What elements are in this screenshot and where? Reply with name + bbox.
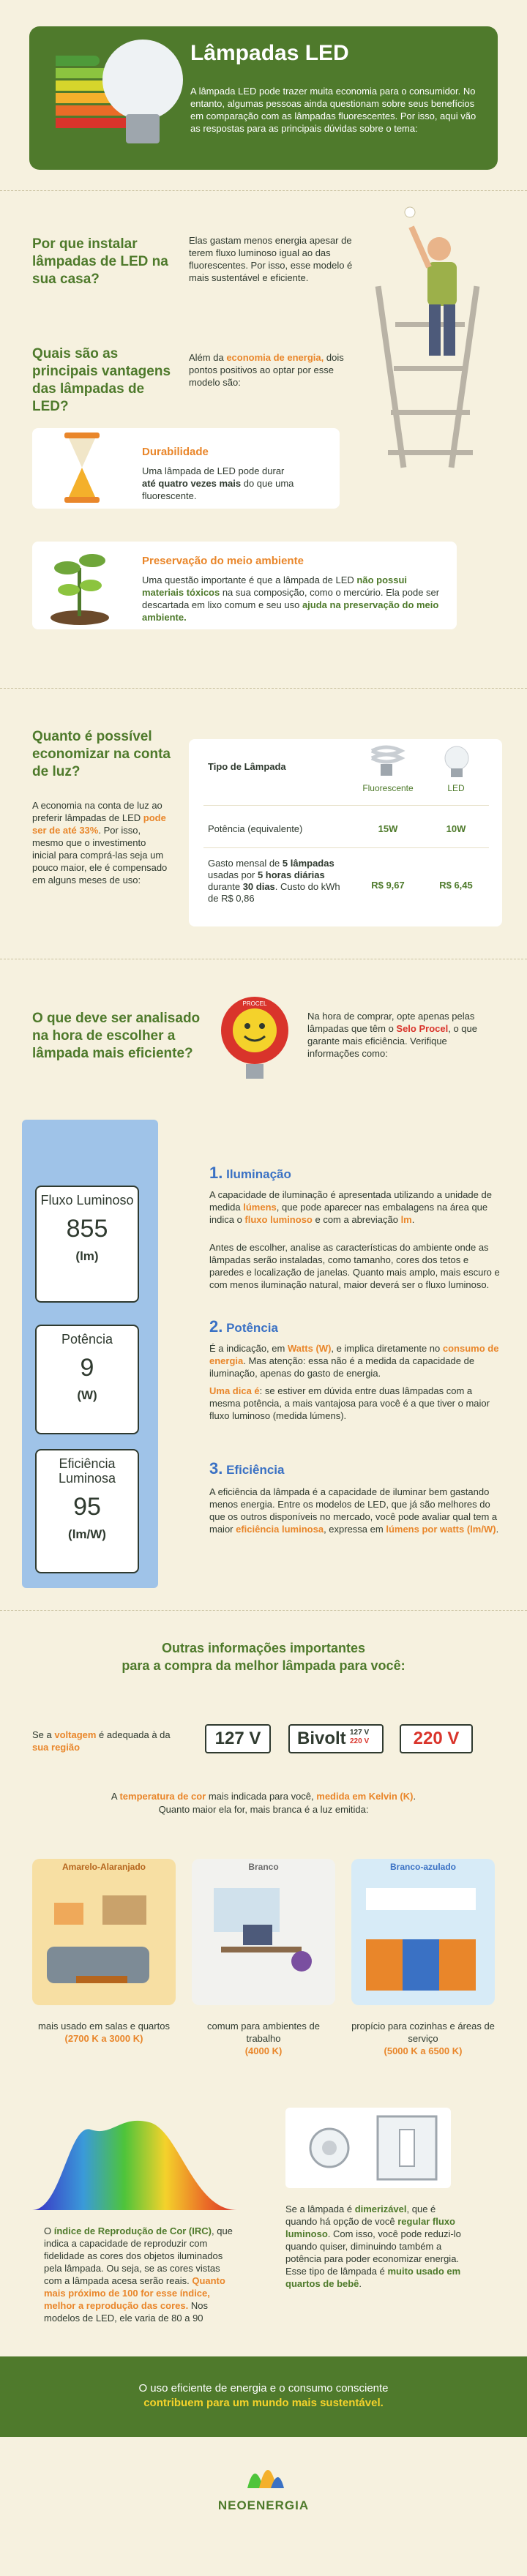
item-heading-illumination — [209, 1164, 291, 1183]
room-tag-white: Branco — [248, 1862, 279, 1872]
energy-bar-a — [56, 56, 100, 66]
voltage-127: 127 V — [205, 1724, 271, 1753]
h: lúmens — [243, 1202, 277, 1213]
analysis-title: O que deve ser analisado na hora de escolher a lâmpada mais eficiente? — [32, 1011, 201, 1061]
item-illumination-p2: Antes de escolher, analise as características do ambiente onde as lâmpadas serão instaladas, como tamanho, cores dos tetos e paredes e localização de janelas. Quanto mais amplo, mais escuro e com menos iluminação natural, maior deverá ser o fluxo luminoso. — [209, 1242, 500, 1290]
durability-title: Durabilidade — [142, 446, 209, 458]
why-text: Elas gastam menos energia apesar de terem fluxo luminoso igual ao das fluorescentes. Por isso, esse modelo é mais sustentável e eficiente. — [189, 235, 353, 283]
led-bulb-icon — [435, 744, 479, 780]
analysis-text-b: , o que garante mais eficiência. Verifique informações como: — [307, 1023, 477, 1059]
brand-name: NEOENERGIA — [217, 2498, 310, 2512]
table-rule — [203, 805, 489, 806]
t: , expressa em — [324, 1524, 386, 1535]
voltage-bivolt — [288, 1724, 384, 1753]
other-title-line1: Outras informações importantes — [161, 1641, 366, 1655]
durability-card — [32, 428, 340, 509]
item-power-p2 — [209, 1385, 502, 1422]
item-number: 2. — [209, 1317, 223, 1336]
h: dimerizável — [354, 2204, 407, 2214]
cap: propício para cozinhas e áreas de serviço — [351, 2021, 495, 2044]
environment-text — [142, 574, 449, 624]
savings-highlight: pode ser de até 33% — [32, 812, 166, 836]
fluorescent-bulb-icon — [365, 744, 408, 780]
lightbulb-icon — [102, 40, 183, 120]
t: . Mas atenção: essa não é a medida da capacidade de iluminação, apenas do gasto de energia. — [209, 1355, 475, 1379]
savings-title: Quanto é possível economizar na conta de luz? — [32, 729, 171, 779]
t: , e implica diretamente no — [331, 1343, 443, 1354]
h: regular fluxo luminoso — [285, 2216, 455, 2239]
col-fluorescent: Fluorescente — [362, 783, 414, 793]
row2-e: durante — [208, 881, 243, 892]
item-title: Iluminação — [226, 1167, 291, 1181]
analysis-text-a: Na hora de comprar, opte apenas pelas lâmpadas que têm o — [307, 1011, 475, 1034]
room-caption-warm — [32, 2020, 176, 2045]
footer-line1: O uso eficiente de energia e o consumo consciente — [138, 2382, 389, 2395]
durability-text-b: do que uma fluorescente. — [142, 478, 294, 501]
t: mais indicada para você, — [206, 1791, 317, 1802]
temperature-line2: Quanto maior ela for, mais branca é a luz emitida: — [158, 1804, 369, 1815]
row1-fluorescent: 15W — [378, 823, 398, 834]
intro-highlight: economia de energia, — [226, 352, 324, 363]
why-title: Por que instalar lâmpadas de LED na sua casa? — [32, 236, 168, 287]
footer-line2: contribuem para um mundo mais sustentável. — [143, 2397, 384, 2409]
label-value: 9 — [80, 1354, 94, 1382]
room-caption-white — [192, 2020, 335, 2057]
env-text-bold2: ajuda na preservação do meio ambiente. — [142, 599, 439, 623]
t: A capacidade de iluminação é apresentada utilizando a unidade de medida — [209, 1189, 492, 1213]
office-illustration — [192, 1859, 335, 2005]
item-heading-efficiency — [209, 1459, 284, 1478]
t: e com a abreviação — [312, 1214, 401, 1225]
row2-a: Gasto mensal de — [208, 858, 283, 869]
label-unit: (lm) — [75, 1249, 99, 1263]
dimmer-illustration — [285, 2108, 451, 2188]
environment-card — [32, 542, 457, 629]
t: . Com isso, você pode reduzi-lo quando quiser, diminuindo também a potência para poder economizar energia. Esse tipo de lâmpada é — [285, 2228, 461, 2277]
footer-banner — [0, 2356, 527, 2437]
analysis-highlight: Selo Procel — [396, 1023, 449, 1034]
h: índice de Reprodução de Cor (IRC) — [53, 2225, 212, 2236]
durability-text-a: Uma lâmpada de LED pode durar — [142, 465, 285, 476]
bivolt-values — [350, 1729, 369, 1746]
row2-c: usadas por — [208, 869, 258, 880]
row2-label — [208, 858, 347, 905]
environment-title: Preservação do meio ambiente — [142, 555, 304, 567]
intro-text-end: dois pontos positivos ao optar por esse modelo são: — [189, 352, 344, 388]
t: . — [411, 1214, 415, 1225]
range: (4000 K) — [244, 2045, 283, 2056]
other-title — [0, 1639, 527, 1674]
kitchen-illustration — [351, 1859, 495, 2005]
row1-label: Potência (equivalente) — [208, 823, 303, 834]
label-unit: (lm/W) — [68, 1527, 106, 1541]
row2-b: 5 lâmpadas — [282, 858, 334, 869]
h: medida em Kelvin (K) — [316, 1791, 414, 1802]
t: Se a lâmpada é — [285, 2204, 355, 2214]
h: fluxo luminoso — [244, 1214, 313, 1225]
intro-text: Além da — [189, 352, 227, 363]
comparison-table — [189, 739, 502, 926]
h: voltagem — [54, 1729, 97, 1740]
item-illumination-p1 — [209, 1188, 502, 1226]
label-title: Fluxo Luminoso — [40, 1193, 134, 1208]
h: muito usado em quartos de bebê — [285, 2266, 461, 2289]
plant-icon — [47, 539, 113, 626]
durability-text-bold: até quatro vezes mais — [142, 478, 242, 489]
row2-g: . Custo do kWh de R$ 0,86 — [208, 881, 340, 904]
footer-message — [81, 2381, 446, 2411]
h: Quanto mais próximo de 100 for esse índice, melhor a reprodução das cores. — [44, 2275, 225, 2311]
label-power — [35, 1325, 139, 1434]
env-text-bold1: não possui materiais tóxicos — [142, 574, 408, 598]
label-value: 95 — [73, 1493, 101, 1521]
table-rule — [203, 847, 489, 848]
range: (5000 K a 6500 K) — [384, 2045, 463, 2056]
row2-d: 5 horas diárias — [257, 869, 325, 880]
row1-led: 10W — [446, 823, 466, 834]
voltage-text — [32, 1729, 186, 1753]
analysis-intro — [307, 1010, 498, 1060]
h: Uma dica é — [209, 1385, 260, 1396]
table-header: Tipo de Lâmpada — [208, 761, 286, 772]
irc-text — [44, 2225, 234, 2324]
savings-text-a: A economia na conta de luz ao preferir lâmpadas de LED — [32, 800, 162, 823]
item-title: Eficiência — [226, 1463, 285, 1477]
dimmable-text — [285, 2203, 468, 2290]
neoenergia-logo-icon — [233, 2452, 294, 2496]
durability-text — [142, 465, 296, 502]
row2-fluorescent: R$ 9,67 — [371, 880, 405, 891]
t: Se a — [32, 1729, 55, 1740]
row2-f: 30 dias — [242, 881, 275, 892]
item-heading-power — [209, 1317, 278, 1336]
savings-text-b: . Por isso, mesmo que o investimento inicial para comprá-las seja um pouco maior, ele é compensado em alguns meses de uso: — [32, 825, 168, 886]
t: . — [496, 1524, 499, 1535]
t: , que indica a capacidade de reproduzir com fidelidade as cores dos objetos iluminados pela lâmpada. Ou seja, se as cores vistas com a lâmpada acesa serão reais. — [44, 2225, 233, 2286]
item-number: 1. — [209, 1164, 223, 1182]
advantages-title: Quais são as principais vantagens das lâmpadas de LED? — [32, 346, 171, 414]
item-efficiency-p1 — [209, 1486, 502, 1535]
energy-bar-b — [56, 68, 108, 78]
room-caption-bluish — [351, 2020, 495, 2057]
advantages-intro — [189, 351, 357, 389]
man-on-ladder-illustration — [366, 198, 512, 476]
range: (2700 K a 3000 K) — [64, 2033, 143, 2044]
h: eficiência luminosa — [236, 1524, 324, 1535]
t: é adequada à da — [96, 1729, 171, 1740]
bivolt-label: Bivolt — [297, 1729, 346, 1748]
seal-label: PROCEL — [242, 1000, 267, 1007]
t: : se estiver em dúvida entre duas lâmpadas com a mesma potência, a mais vantajosa para você é a que tiver o maior fluxo luminoso (medida lúmens). — [209, 1385, 490, 1421]
room-tag-bluish: Branco-azulado — [389, 1862, 456, 1872]
h: sua região — [32, 1742, 81, 1753]
env-text-a: Uma questão importante é que a lâmpada de LED — [142, 574, 357, 585]
cap: mais usado em salas e quartos — [38, 2021, 170, 2032]
col-led: LED — [447, 783, 465, 793]
env-text-b: na sua composição, como o mercúrio. Ela pode ser descartada em lixo comum e seu uso — [142, 587, 440, 610]
temperature-text — [0, 1790, 527, 1816]
row2-led: R$ 6,45 — [439, 880, 473, 891]
lightbulb-base-icon — [126, 114, 160, 143]
divider — [0, 688, 527, 689]
t: É a indicação, em — [209, 1343, 288, 1354]
bivolt-220: 220 V — [350, 1737, 370, 1745]
divider — [0, 1610, 527, 1611]
label-title: Potência — [61, 1332, 113, 1347]
savings-text — [32, 799, 171, 886]
h: Watts (W) — [287, 1343, 332, 1354]
label-luminous-flux — [35, 1186, 139, 1303]
label-title: Eficiência Luminosa — [58, 1456, 116, 1486]
t: A — [111, 1791, 120, 1802]
item-number: 3. — [209, 1459, 223, 1478]
t: . — [359, 2278, 362, 2289]
divider — [0, 190, 527, 191]
t: . — [413, 1791, 416, 1802]
living-room-illustration — [32, 1859, 176, 2005]
h: lúmens por watts (lm/W) — [386, 1524, 496, 1535]
cap: comum para ambientes de trabalho — [207, 2021, 320, 2044]
label-value: 855 — [66, 1215, 108, 1243]
item-power-p1 — [209, 1342, 502, 1379]
hourglass-icon — [61, 431, 102, 504]
t: , que pode aparecer nas embalagens na área que indica o — [209, 1202, 488, 1225]
bivolt-127: 127 V — [350, 1729, 370, 1737]
color-spectrum-illustration — [32, 2108, 237, 2217]
label-luminous-efficiency — [35, 1449, 139, 1573]
t: O — [44, 2225, 54, 2236]
hero-banner — [29, 26, 498, 170]
h: temperatura de cor — [119, 1791, 206, 1802]
label-unit: (W) — [77, 1388, 97, 1402]
procel-seal-icon — [218, 994, 291, 1082]
page-title: Lâmpadas LED — [190, 41, 349, 65]
hero-description: A lâmpada LED pode trazer muita economia para o consumidor. No entanto, algumas pessoas ainda questionam sobre seus benefícios em comparação com as lâmpadas fluorescentes. Por isso, aqui vão as respostas para as principais dúvidas sobre o tema: — [190, 86, 476, 134]
h: consumo de energia — [209, 1343, 499, 1366]
t: Nos modelos de LED, ele varia de 80 a 90 — [44, 2300, 208, 2324]
h: lm — [400, 1214, 412, 1225]
room-tag-warm: Amarelo-Alaranjado — [61, 1862, 146, 1872]
other-title-line2: para a compra da melhor lâmpada para você: — [122, 1658, 405, 1673]
t: , que é quando há opção de você — [285, 2204, 436, 2227]
item-title: Potência — [226, 1321, 278, 1335]
t: A eficiência da lâmpada é a capacidade de iluminar bem gastando menos energia. Entre os modelos de LED, que já são melhores do que os outros disponíveis no mercado, você pode avaliar qual tem a maior — [209, 1486, 498, 1535]
voltage-220: 220 V — [400, 1724, 473, 1753]
